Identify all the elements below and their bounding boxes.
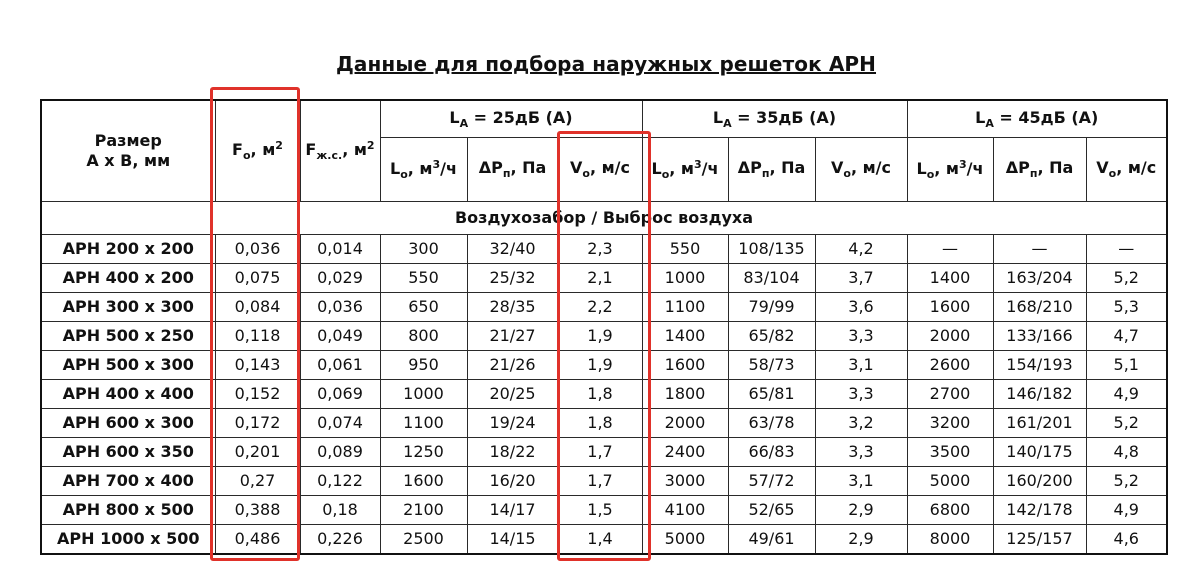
size-header-line2: А х В, мм: [86, 150, 171, 170]
cell-dp-45: 160/200: [993, 466, 1086, 495]
cell-vo-35: 3,3: [815, 321, 907, 350]
cell-vo-25: 1,8: [558, 408, 642, 437]
fzhs-header-sup: 2: [366, 139, 375, 153]
cell-vo-25: 2,2: [558, 292, 642, 321]
dp-header-rest: , Па: [1037, 158, 1074, 177]
group-35-main: L: [712, 107, 724, 127]
lo-header-main: L: [651, 158, 662, 178]
lo-header-sup: 3: [694, 157, 702, 171]
lo-header-main: L: [916, 158, 927, 178]
cell-lo-45: 1600: [907, 292, 993, 321]
cell-dp-45: —: [993, 234, 1086, 263]
group-header-45db: [907, 100, 1167, 137]
table-row: [41, 408, 1167, 437]
cell-lo-35: 4100: [642, 495, 728, 524]
cell-vo-25: 1,8: [558, 379, 642, 408]
group-25-rest: = 25дБ (А): [468, 107, 573, 127]
cell-lo-25: 2500: [380, 524, 467, 554]
lo-header-tail: /ч: [701, 158, 719, 178]
group-45-sub: A: [985, 116, 994, 130]
cell-vo-35: 2,9: [815, 495, 907, 524]
cell-vo-35: 3,6: [815, 292, 907, 321]
lo-header-sup: 3: [959, 157, 967, 171]
cell-lo-25: 1100: [380, 408, 467, 437]
cell-dp-45: 140/175: [993, 437, 1086, 466]
cell-fzhs: 0,122: [300, 466, 380, 495]
cell-lo-45: 2000: [907, 321, 993, 350]
cell-dp-25: 32/40: [467, 234, 558, 263]
cell-fo: 0,152: [215, 379, 300, 408]
lo-header-rest: , м: [669, 158, 694, 178]
table-row: [41, 495, 1167, 524]
vo-header-sub: о: [582, 167, 590, 180]
cell-dp-45: 163/204: [993, 263, 1086, 292]
cell-vo-45: 5,2: [1086, 263, 1167, 292]
dp-header-rest: , Па: [510, 158, 547, 177]
vo-header-1: [558, 137, 642, 201]
lo-header-rest: , м: [407, 158, 433, 178]
cell-dp-35: 79/99: [728, 292, 815, 321]
cell-lo-35: 1400: [642, 321, 728, 350]
cell-dp-35: 108/135: [728, 234, 815, 263]
cell-fzhs: 0,089: [300, 437, 380, 466]
lo-header-1: [380, 137, 467, 201]
lo-header-2: [642, 137, 728, 201]
cell-vo-35: 4,2: [815, 234, 907, 263]
cell-dp-35: 63/78: [728, 408, 815, 437]
cell-dp-35: 65/81: [728, 379, 815, 408]
cell-lo-35: 5000: [642, 524, 728, 554]
cell-vo-25: 1,9: [558, 321, 642, 350]
group-45-main: L: [975, 107, 986, 127]
vo-header-3: [1086, 137, 1167, 201]
dp-header-rest: , Па: [769, 158, 806, 177]
cell-dp-25: 28/35: [467, 292, 558, 321]
group-header-35db: [642, 100, 907, 137]
cell-lo-45: 8000: [907, 524, 993, 554]
lo-header-tail: /ч: [966, 158, 984, 178]
dp-header-main: ΔР: [737, 158, 762, 177]
cell-lo-35: 3000: [642, 466, 728, 495]
cell-fo: 0,486: [215, 524, 300, 554]
cell-vo-35: 3,3: [815, 379, 907, 408]
size-header: [41, 100, 215, 201]
cell-dp-45: 142/178: [993, 495, 1086, 524]
cell-vo-25: 1,5: [558, 495, 642, 524]
fo-header: [215, 100, 300, 201]
cell-size: АРН 1000 х 500: [41, 524, 215, 554]
cell-size: АРН 600 х 350: [41, 437, 215, 466]
cell-vo-35: 3,1: [815, 350, 907, 379]
vo-header-rest: , м/с: [850, 158, 891, 177]
cell-lo-35: 1100: [642, 292, 728, 321]
cell-size: АРН 500 х 300: [41, 350, 215, 379]
cell-fo: 0,201: [215, 437, 300, 466]
cell-fzhs: 0,074: [300, 408, 380, 437]
cell-fzhs: 0,226: [300, 524, 380, 554]
cell-dp-25: 19/24: [467, 408, 558, 437]
dp-header-2: [728, 137, 815, 201]
page-title: Данные для подбора наружных решеток АРН: [335, 52, 877, 76]
group-25-sub: A: [459, 116, 469, 130]
size-header-line1: Размер: [94, 130, 162, 150]
cell-vo-35: 2,9: [815, 524, 907, 554]
cell-lo-45: 1400: [907, 263, 993, 292]
dp-header-sub: п: [761, 167, 770, 180]
cell-lo-45: —: [907, 234, 993, 263]
cell-fo: 0,036: [215, 234, 300, 263]
cell-dp-45: 125/157: [993, 524, 1086, 554]
table-row: [41, 350, 1167, 379]
cell-fzhs: 0,049: [300, 321, 380, 350]
cell-fzhs: 0,069: [300, 379, 380, 408]
cell-lo-35: 550: [642, 234, 728, 263]
cell-dp-25: 16/20: [467, 466, 558, 495]
lo-header-rest: , м: [934, 158, 959, 178]
cell-vo-25: 1,7: [558, 437, 642, 466]
group-45-rest: = 45дБ (А): [993, 107, 1099, 127]
cell-vo-45: 5,2: [1086, 408, 1167, 437]
section-label: Воздухозабор / Выброс воздуха: [41, 201, 1167, 234]
cell-vo-25: 2,3: [558, 234, 642, 263]
cell-dp-35: 83/104: [728, 263, 815, 292]
table-row: [41, 437, 1167, 466]
cell-lo-35: 2000: [642, 408, 728, 437]
vo-header-main: V: [569, 158, 583, 177]
dp-header-main: ΔР: [1005, 158, 1030, 177]
vo-header-sub: о: [1108, 167, 1117, 180]
lo-header-tail: /ч: [440, 158, 457, 178]
table-row: [41, 321, 1167, 350]
cell-fo: 0,084: [215, 292, 300, 321]
vo-header-rest: , м/с: [1116, 158, 1157, 177]
cell-lo-25: 800: [380, 321, 467, 350]
fo-header-unit: , м: [250, 140, 276, 160]
cell-vo-45: 5,2: [1086, 466, 1167, 495]
cell-lo-25: 650: [380, 292, 467, 321]
vo-header-sub: о: [843, 167, 851, 180]
cell-dp-35: 65/82: [728, 321, 815, 350]
cell-size: АРН 400 х 200: [41, 263, 215, 292]
lo-header-sub: о: [661, 167, 670, 181]
cell-lo-45: 6800: [907, 495, 993, 524]
cell-dp-25: 21/27: [467, 321, 558, 350]
cell-dp-45: 146/182: [993, 379, 1086, 408]
dp-header-sub: п: [1029, 167, 1038, 180]
cell-lo-45: 2600: [907, 350, 993, 379]
table-row: [41, 234, 1167, 263]
cell-vo-45: 4,9: [1086, 379, 1167, 408]
lo-header-sup: 3: [432, 157, 441, 171]
cell-vo-45: 4,8: [1086, 437, 1167, 466]
cell-lo-45: 3200: [907, 408, 993, 437]
dp-header-3: [993, 137, 1086, 201]
cell-vo-45: 4,6: [1086, 524, 1167, 554]
cell-vo-25: 1,4: [558, 524, 642, 554]
cell-vo-45: 4,9: [1086, 495, 1167, 524]
lo-header-sub: о: [926, 167, 935, 181]
group-header-25db: [380, 100, 642, 137]
cell-vo-25: 1,7: [558, 466, 642, 495]
fo-header-main: F: [232, 140, 243, 160]
group-25-main: L: [449, 107, 460, 127]
group-35-sub: A: [723, 116, 732, 130]
lo-header-3: [907, 137, 993, 201]
table-row: [41, 292, 1167, 321]
cell-size: АРН 200 х 200: [41, 234, 215, 263]
fzhs-header-unit: , м: [342, 140, 367, 160]
vo-header-rest: , м/с: [589, 158, 630, 177]
lo-header-main: L: [390, 158, 401, 178]
cell-dp-45: 133/166: [993, 321, 1086, 350]
cell-lo-25: 950: [380, 350, 467, 379]
vo-header-main: V: [830, 158, 844, 177]
cell-fo: 0,172: [215, 408, 300, 437]
cell-dp-25: 18/22: [467, 437, 558, 466]
cell-vo-45: 4,7: [1086, 321, 1167, 350]
cell-lo-35: 1800: [642, 379, 728, 408]
cell-dp-25: 25/32: [467, 263, 558, 292]
cell-fo: 0,27: [215, 466, 300, 495]
cell-fzhs: 0,029: [300, 263, 380, 292]
cell-dp-25: 14/17: [467, 495, 558, 524]
cell-size: АРН 300 х 300: [41, 292, 215, 321]
cell-dp-45: 161/201: [993, 408, 1086, 437]
cell-lo-25: 1250: [380, 437, 467, 466]
fo-header-sup: 2: [275, 139, 283, 153]
cell-lo-45: 5000: [907, 466, 993, 495]
cell-dp-35: 49/61: [728, 524, 815, 554]
cell-vo-25: 2,1: [558, 263, 642, 292]
cell-fo: 0,143: [215, 350, 300, 379]
cell-dp-35: 52/65: [728, 495, 815, 524]
table-row: [41, 263, 1167, 292]
dp-header-main: ΔР: [478, 158, 503, 177]
cell-lo-25: 300: [380, 234, 467, 263]
cell-dp-25: 20/25: [467, 379, 558, 408]
cell-size: АРН 800 х 500: [41, 495, 215, 524]
group-35-rest: = 35дБ (А): [731, 107, 837, 127]
cell-vo-45: 5,3: [1086, 292, 1167, 321]
vo-header-2: [815, 137, 907, 201]
dp-header-sub: п: [502, 167, 511, 180]
cell-dp-45: 168/210: [993, 292, 1086, 321]
fzhs-header-sub: ж.с.: [316, 149, 343, 163]
table-row: [41, 379, 1167, 408]
cell-lo-35: 2400: [642, 437, 728, 466]
fzhs-header-main: F: [305, 140, 317, 160]
cell-dp-45: 154/193: [993, 350, 1086, 379]
cell-size: АРН 700 х 400: [41, 466, 215, 495]
data-rows: [41, 234, 1167, 554]
cell-lo-45: 3500: [907, 437, 993, 466]
lo-header-sub: о: [400, 167, 408, 181]
table-row: [41, 524, 1167, 554]
cell-vo-45: 5,1: [1086, 350, 1167, 379]
cell-vo-25: 1,9: [558, 350, 642, 379]
cell-vo-35: 3,3: [815, 437, 907, 466]
cell-fo: 0,388: [215, 495, 300, 524]
cell-vo-45: —: [1086, 234, 1167, 263]
cell-lo-25: 550: [380, 263, 467, 292]
cell-dp-25: 21/26: [467, 350, 558, 379]
cell-fzhs: 0,18: [300, 495, 380, 524]
fzhs-header: [300, 100, 380, 201]
dp-header-1: [467, 137, 558, 201]
cell-size: АРН 400 х 400: [41, 379, 215, 408]
cell-fzhs: 0,036: [300, 292, 380, 321]
cell-size: АРН 600 х 300: [41, 408, 215, 437]
cell-fo: 0,118: [215, 321, 300, 350]
cell-lo-25: 1000: [380, 379, 467, 408]
cell-dp-35: 57/72: [728, 466, 815, 495]
cell-lo-25: 2100: [380, 495, 467, 524]
grille-selection-table: [40, 99, 1168, 555]
cell-lo-35: 1600: [642, 350, 728, 379]
cell-lo-35: 1000: [642, 263, 728, 292]
table-row: [41, 466, 1167, 495]
cell-dp-35: 66/83: [728, 437, 815, 466]
vo-header-main: V: [1096, 158, 1109, 177]
cell-lo-25: 1600: [380, 466, 467, 495]
cell-size: АРН 500 х 250: [41, 321, 215, 350]
cell-lo-45: 2700: [907, 379, 993, 408]
cell-fzhs: 0,014: [300, 234, 380, 263]
cell-fzhs: 0,061: [300, 350, 380, 379]
cell-vo-35: 3,7: [815, 263, 907, 292]
cell-vo-35: 3,1: [815, 466, 907, 495]
fo-header-sub: о: [242, 149, 251, 163]
cell-vo-35: 3,2: [815, 408, 907, 437]
cell-dp-35: 58/73: [728, 350, 815, 379]
cell-fo: 0,075: [215, 263, 300, 292]
cell-dp-25: 14/15: [467, 524, 558, 554]
